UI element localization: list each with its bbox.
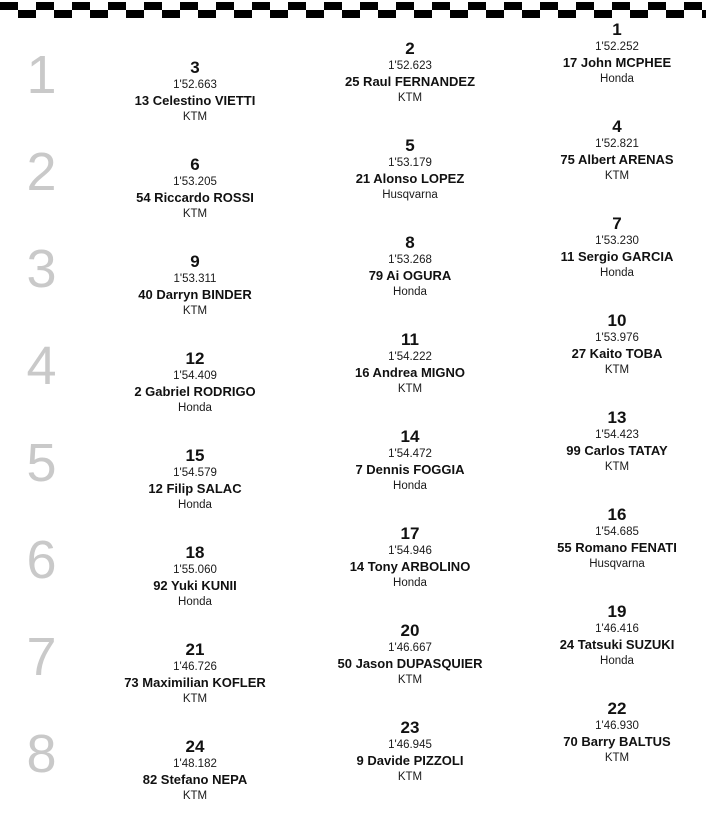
slot-position: 2 — [405, 39, 415, 58]
slot-position: 4 — [612, 117, 622, 136]
slot-lap-time: 1'53.230 — [595, 234, 639, 247]
slot-bike-manufacturer: Honda — [600, 72, 634, 85]
slot-position: 8 — [405, 233, 415, 252]
slot-rider-name: 55 Romano FENATI — [557, 540, 677, 556]
slot-rider-name: 24 Tatsuki SUZUKI — [559, 637, 675, 653]
slot-bike-manufacturer: KTM — [182, 304, 208, 317]
slot-bike-manufacturer: Honda — [393, 285, 427, 298]
grid-row-number: 5 — [26, 433, 56, 493]
slot-rider-name: 21 Alonso LOPEZ — [355, 171, 465, 187]
slot-lap-time: 1'54.423 — [595, 428, 639, 441]
slot-bike-manufacturer: KTM — [182, 110, 208, 123]
slot-rider-name: 17 John MCPHEE — [562, 55, 672, 71]
slot-bike-manufacturer: KTM — [397, 673, 423, 686]
grid-row-number: 2 — [26, 142, 56, 202]
slot-bike-manufacturer: KTM — [397, 91, 423, 104]
grid-row — [0, 600, 706, 705]
slot-position: 20 — [400, 621, 420, 640]
slot-bike-manufacturer: Husqvarna — [382, 188, 438, 201]
slot-lap-time: 1'46.667 — [388, 641, 432, 654]
slot-position: 15 — [185, 446, 205, 465]
slot-rider-name: 75 Albert ARENAS — [560, 152, 674, 168]
slot-position: 6 — [190, 155, 200, 174]
slot-lap-time: 1'46.416 — [595, 622, 639, 635]
slot-lap-time: 1'54.222 — [388, 350, 432, 363]
slot-rider-name: 16 Andrea MIGNO — [354, 365, 466, 381]
grid-row — [0, 309, 706, 414]
slot-lap-time: 1'53.976 — [595, 331, 639, 344]
slot-lap-time: 1'52.252 — [595, 40, 639, 53]
slot-position: 14 — [400, 427, 420, 446]
grid-slot-right[interactable] — [497, 602, 706, 669]
slot-rider-name: 70 Barry BALTUS — [563, 734, 671, 750]
slot-lap-time: 1'46.945 — [388, 738, 432, 751]
slot-lap-time: 1'46.726 — [173, 660, 217, 673]
grid-row — [0, 406, 706, 511]
slot-rider-name: 40 Darryn BINDER — [138, 287, 252, 303]
slot-position: 13 — [607, 408, 627, 427]
grid-row-number: 8 — [26, 724, 56, 784]
grid-slot-right[interactable] — [497, 117, 706, 184]
slot-position: 24 — [185, 737, 205, 756]
slot-rider-name: 12 Filip SALAC — [148, 481, 242, 497]
grid-row-number: 7 — [26, 627, 56, 687]
slot-bike-manufacturer: Honda — [393, 479, 427, 492]
grid-slot-middle[interactable] — [290, 233, 530, 300]
slot-lap-time: 1'54.409 — [173, 369, 217, 382]
slot-rider-name: 2 Gabriel RODRIGO — [134, 384, 256, 400]
slot-bike-manufacturer: KTM — [182, 692, 208, 705]
slot-position: 5 — [405, 136, 415, 155]
slot-position: 22 — [607, 699, 627, 718]
slot-position: 10 — [607, 311, 627, 330]
slot-lap-time: 1'53.205 — [173, 175, 217, 188]
slot-position: 17 — [400, 524, 420, 543]
slot-rider-name: 79 Ai OGURA — [368, 268, 452, 284]
starting-grid-rows — [0, 18, 706, 802]
slot-bike-manufacturer: Honda — [178, 498, 212, 511]
grid-row-number: 6 — [26, 530, 56, 590]
grid-row — [0, 115, 706, 220]
grid-row-number: 1 — [26, 45, 56, 105]
slot-lap-time: 1'53.268 — [388, 253, 432, 266]
grid-slot-middle[interactable] — [290, 621, 530, 688]
slot-lap-time: 1'52.663 — [173, 78, 217, 91]
grid-slot-middle[interactable] — [290, 718, 530, 785]
grid-slot-middle[interactable] — [290, 524, 530, 591]
checkered-flag-icon — [0, 2, 706, 18]
slot-lap-time: 1'54.685 — [595, 525, 639, 538]
slot-rider-name: 73 Maximilian KOFLER — [124, 675, 266, 691]
slot-lap-time: 1'46.930 — [595, 719, 639, 732]
slot-bike-manufacturer: KTM — [182, 207, 208, 220]
slot-position: 16 — [607, 505, 627, 524]
slot-rider-name: 99 Carlos TATAY — [566, 443, 668, 459]
grid-slot-middle[interactable] — [290, 427, 530, 494]
slot-bike-manufacturer: Husqvarna — [589, 557, 645, 570]
slot-position: 12 — [185, 349, 205, 368]
grid-row-number: 4 — [26, 336, 56, 396]
slot-bike-manufacturer: KTM — [604, 751, 630, 764]
slot-position: 3 — [190, 58, 200, 77]
slot-position: 1 — [612, 20, 622, 39]
slot-position: 23 — [400, 718, 420, 737]
slot-rider-name: 7 Dennis FOGGIA — [355, 462, 465, 478]
slot-rider-name: 50 Jason DUPASQUIER — [337, 656, 483, 672]
grid-row — [0, 697, 706, 802]
slot-bike-manufacturer: KTM — [397, 770, 423, 783]
slot-position: 19 — [607, 602, 627, 621]
slot-lap-time: 1'54.946 — [388, 544, 432, 557]
slot-rider-name: 27 Kaito TOBA — [571, 346, 663, 362]
slot-position: 7 — [612, 214, 622, 233]
grid-row-number: 3 — [26, 239, 56, 299]
slot-position: 18 — [185, 543, 205, 562]
slot-lap-time: 1'54.579 — [173, 466, 217, 479]
slot-rider-name: 82 Stefano NEPA — [142, 772, 248, 788]
checkered-flag-row-bottom — [0, 10, 706, 18]
grid-slot-middle[interactable] — [290, 330, 530, 397]
slot-lap-time: 1'55.060 — [173, 563, 217, 576]
slot-rider-name: 14 Tony ARBOLINO — [349, 559, 471, 575]
grid-slot-right[interactable] — [497, 214, 706, 281]
slot-bike-manufacturer: KTM — [604, 363, 630, 376]
slot-rider-name: 54 Riccardo ROSSI — [136, 190, 254, 206]
grid-row — [0, 503, 706, 608]
slot-bike-manufacturer: Honda — [600, 654, 634, 667]
slot-bike-manufacturer: Honda — [600, 266, 634, 279]
grid-slot-middle[interactable] — [290, 39, 530, 106]
slot-position: 11 — [401, 330, 419, 349]
grid-slot-right[interactable] — [497, 311, 706, 378]
slot-bike-manufacturer: KTM — [604, 169, 630, 182]
grid-slot-right[interactable] — [497, 408, 706, 475]
checkered-flag-row-top — [0, 2, 706, 10]
grid-slot-right[interactable] — [497, 505, 706, 572]
slot-lap-time: 1'53.179 — [388, 156, 432, 169]
slot-bike-manufacturer: Honda — [178, 401, 212, 414]
slot-rider-name: 9 Davide PIZZOLI — [356, 753, 464, 769]
slot-bike-manufacturer: Honda — [393, 576, 427, 589]
slot-rider-name: 11 Sergio GARCIA — [560, 249, 674, 265]
slot-bike-manufacturer: KTM — [182, 789, 208, 802]
slot-lap-time: 1'54.472 — [388, 447, 432, 460]
slot-lap-time: 1'52.821 — [595, 137, 639, 150]
slot-lap-time: 1'52.623 — [388, 59, 432, 72]
slot-lap-time: 1'48.182 — [173, 757, 217, 770]
slot-lap-time: 1'53.311 — [173, 272, 217, 285]
slot-position: 9 — [190, 252, 200, 271]
grid-row — [0, 212, 706, 317]
slot-bike-manufacturer: KTM — [397, 382, 423, 395]
grid-slot-right[interactable] — [497, 699, 706, 766]
grid-slot-middle[interactable] — [290, 136, 530, 203]
grid-slot-right[interactable] — [497, 20, 706, 87]
grid-slot-left[interactable] — [75, 737, 315, 804]
slot-bike-manufacturer: KTM — [604, 460, 630, 473]
slot-rider-name: 13 Celestino VIETTI — [134, 93, 256, 109]
slot-rider-name: 25 Raul FERNANDEZ — [344, 74, 476, 90]
slot-rider-name: 92 Yuki KUNII — [153, 578, 237, 594]
slot-position: 21 — [185, 640, 205, 659]
slot-bike-manufacturer: Honda — [178, 595, 212, 608]
grid-row — [0, 18, 706, 123]
